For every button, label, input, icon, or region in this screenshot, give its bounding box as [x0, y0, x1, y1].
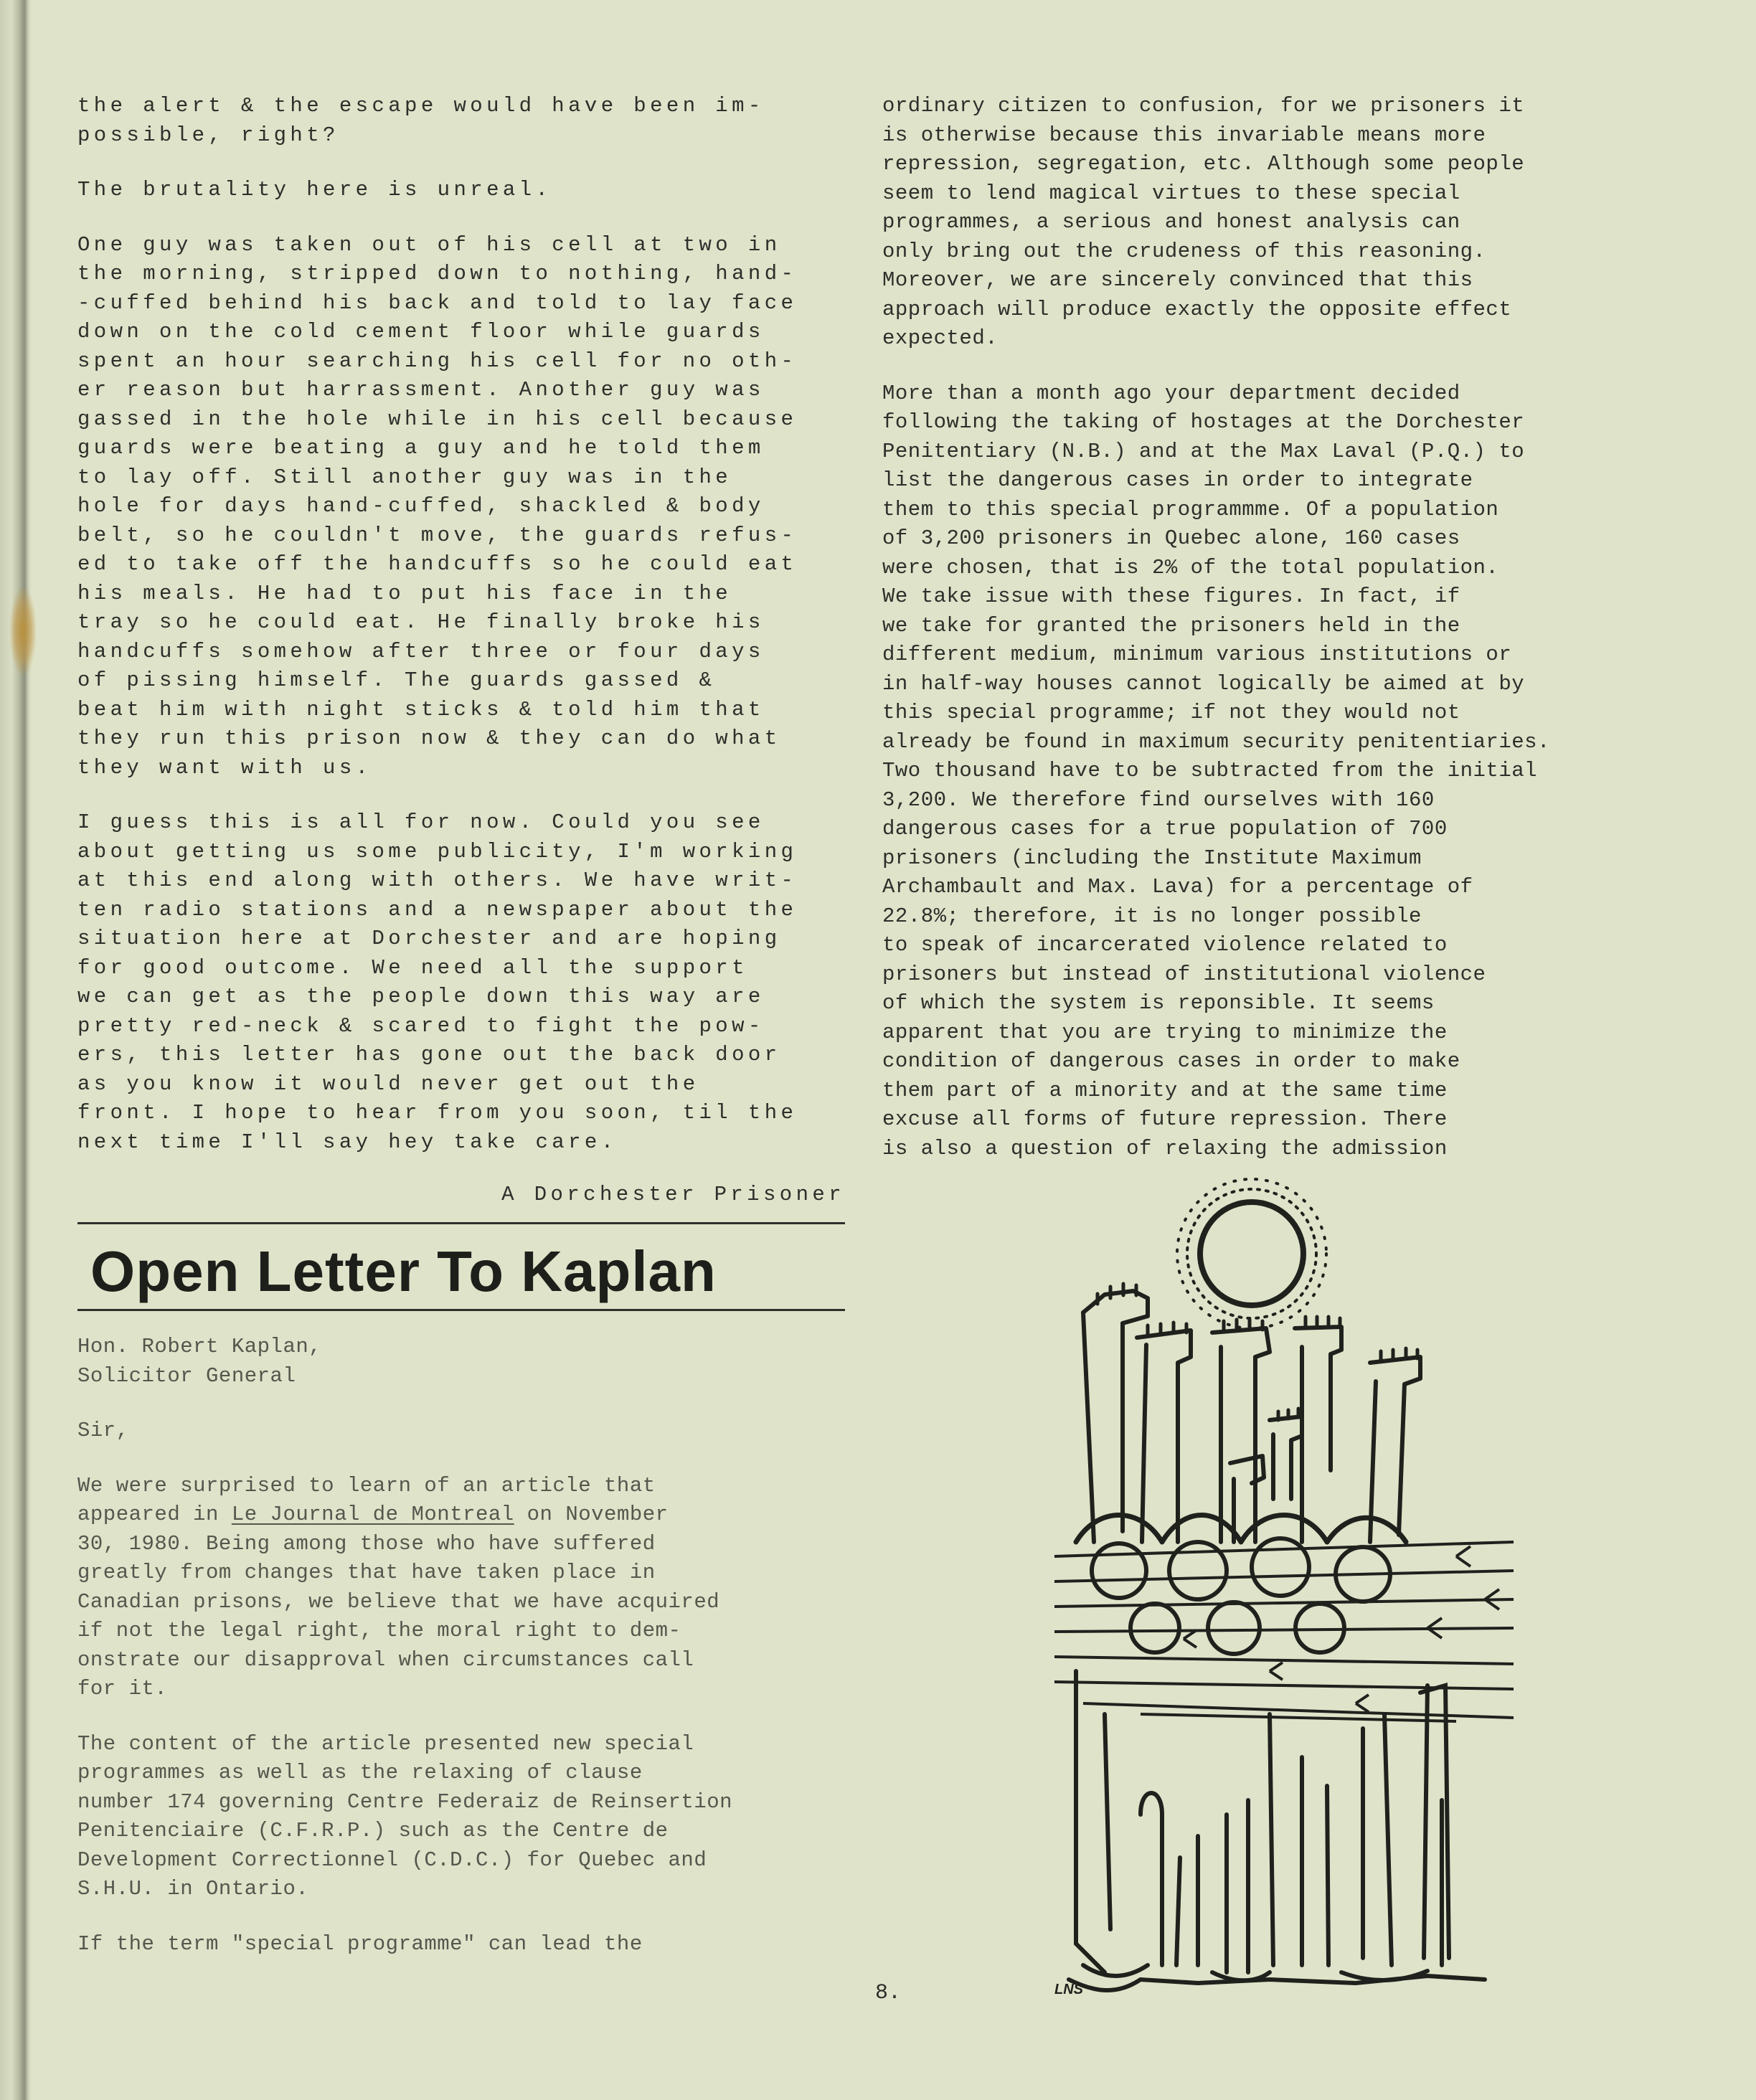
newspaper-title: Le Journal de Montreal	[231, 1503, 514, 1526]
letter-paragraph: I guess this is all for now. Could you see about getting us some publicity, I'm working at this end along with others. We have writ- ten radio stations and a newspaper about the situation here at Dorchester and are hoping for good outcome. We need all the support we can get as the people down this way are pretty red-neck & scared to fight the pow- ers, this letter has gone out the back door as you know it would never get out the front. I hope to hear from you soon, til the next time I'll say hey take care.	[77, 810, 798, 1154]
left-column	[77, 92, 845, 1985]
article-text: on November 30, 1980. Being among those who have suffered greatly from changes that have taken place in Canadian prisons, we believe that we have acquired if not the legal right, the moral right to dem- onstrate our disapproval when circumstances call for it.	[77, 1503, 720, 1701]
prisoners-fists-illustration	[1054, 1169, 1542, 2008]
illustration-credit: LNS	[1054, 1982, 1083, 1997]
right-column	[882, 92, 1650, 1189]
letter-paragraph: The brutality here is unreal.	[77, 178, 552, 202]
article-paragraph: More than a month ago your department decided following the taking of hostages at the Dorchester Penitentiary (N.B.) and at the Max Laval (P.Q.) to list the dangerous cases in order to integrate them to this special programmme. Of a population of 3,200 prisoners in Quebec alone, 160 cases were chosen, that is 2% of the total population. We take issue with these figures. In fact, if we take for granted the prisoners held in the different medium, minimum various institutions or in half-way houses cannot logically be aimed at by this special programme; if not they would not already be found in maximum security penitentiaries. Two thousand have to be subtracted from the initial 3,200. We therefore find ourselves with 160 dangerous cases for a true population of 700 prisoners (including the Institute Maximum Archambault and Max. Lava) for a percentage of 22.8%; therefore, it is no longer possible to speak of incarcerated violence related to prisoners but instead of institutional violence of which the system is reponsible. It seems apparent that you are trying to minimize the condition of dangerous cases in order to make them part of a minority and at the same time excuse all forms of future repression. There is also a question of relaxing the admission	[882, 381, 1550, 1160]
addressee: Hon. Robert Kaplan, Solicitor General	[77, 1335, 322, 1388]
article-text: We were surprised to learn of an article that appeared in	[77, 1473, 656, 1526]
article-paragraph: If the term "special programme" can lead the	[77, 1931, 643, 1956]
headline-rule-top	[77, 1222, 845, 1224]
article-paragraph: The content of the article presented new special programmes as well as the relaxing of clause number 174 governing Centre Federaiz de Reinsertion Penitenciaire (C.F.R.P.) such as the Centre de Development Correctionnel (C.D.C.) for Quebec and S.H.U. in Ontario.	[77, 1731, 733, 1901]
paper-stain	[10, 588, 36, 674]
page-number: 8.	[875, 1981, 902, 2005]
sun-illustration	[1200, 1202, 1303, 1305]
article-headline: Open Letter To Kaplan	[90, 1239, 717, 1303]
page-binding-edge	[0, 0, 32, 2100]
article-paragraph: ordinary citizen to confusion, for we prisoners it is otherwise because this invariable means more repression, segregation, etc. Although some people seem to lend magical virtues to these special programmes, a serious and honest analysis can only bring out the crudeness of this reasoning. Moreover, we are sincerely convinced that this approach will produce exactly the opposite effect expected.	[882, 94, 1525, 350]
letter-paragraph: the alert & the escape would have been im- possible, right?	[77, 94, 765, 147]
article-paragraph	[77, 1472, 845, 1704]
salutation: Sir,	[77, 1419, 129, 1442]
letter-paragraph: One guy was taken out of his cell at two in the morning, stripped down to nothing, hand- -cuffed behind his back and told to lay face down on the cold cement floor while guards spent an hour searching his cell for no oth- er reason but harrassment. Another guy was gassed in the hole while in his cell because guards were beating a guy and he told them to lay off. Still another guy was in the hole for days hand-cuffed, shackled & body belt, so he couldn't move, the guards refus- ed to take off the handcuffs so he could eat his meals. He had to put his face in the tray so he could eat. He finally broke his handcuffs somehow after three or four days of pissing himself. The guards gassed & beat him with night sticks & told him that they run this prison now & they can do what they want with us.	[77, 232, 798, 780]
letter-signature: A Dorchester Prisoner	[501, 1183, 845, 1206]
headline-rule-bottom	[77, 1309, 845, 1311]
